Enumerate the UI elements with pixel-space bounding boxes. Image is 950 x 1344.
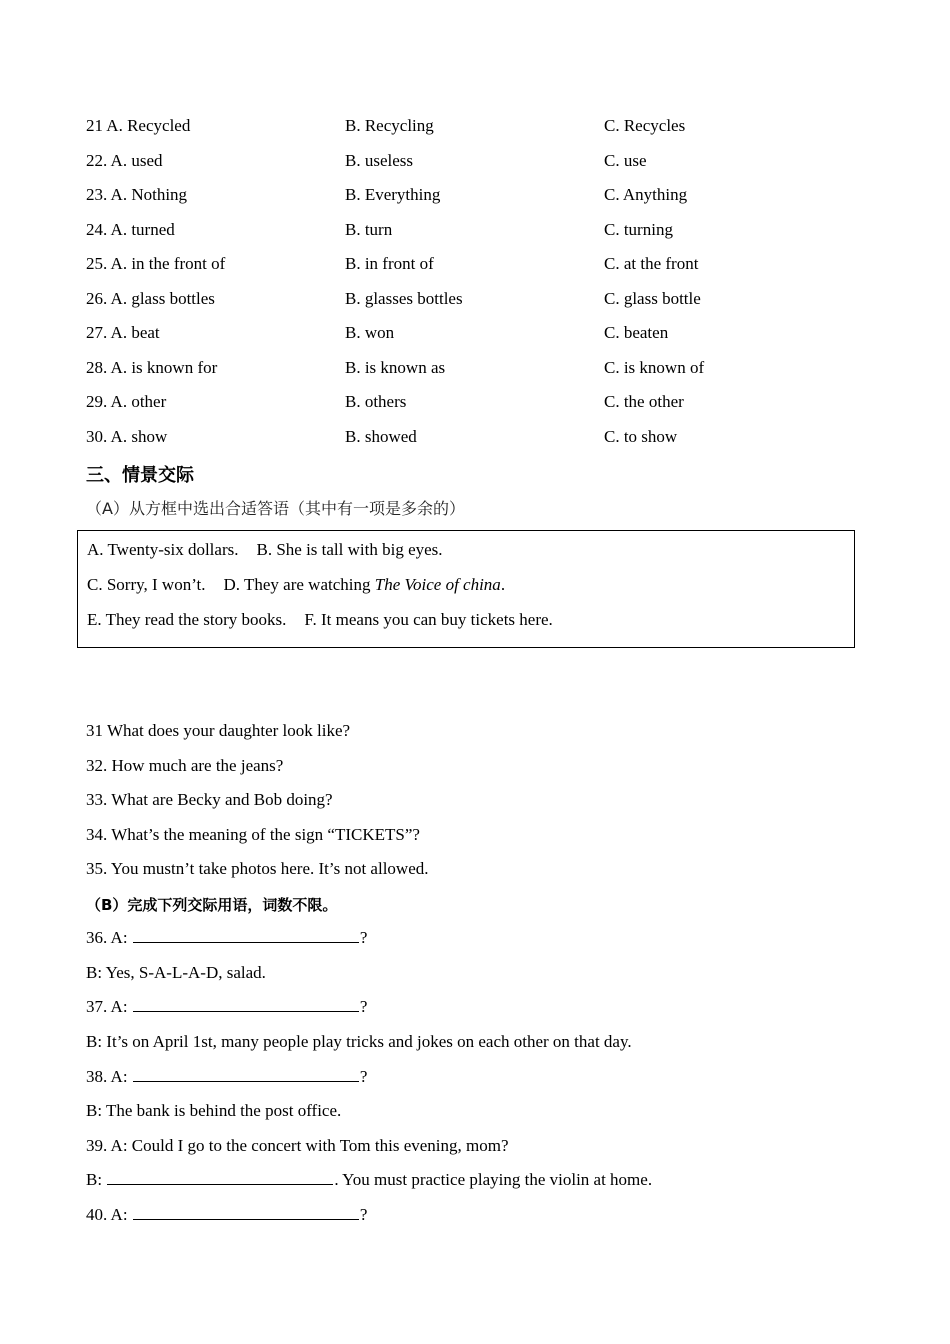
question-38-end: ?	[359, 1067, 368, 1086]
option-b: B. is known as	[345, 358, 446, 377]
choice-row	[86, 425, 866, 449]
section-title: 三、情景交际	[86, 465, 194, 486]
question-40-label: 40. A:	[86, 1205, 132, 1224]
option-c: C. at the front	[604, 254, 699, 273]
question-39: 39. A: Could I go to the concert with Tom this evening, mom?	[86, 1136, 509, 1155]
choice-row	[86, 252, 866, 276]
option-b: B. others	[345, 392, 407, 411]
option-a: 30. A. show	[86, 427, 168, 446]
answer-39-rest: . You must practice playing the violin at home.	[334, 1170, 653, 1189]
option-c: C. to show	[604, 427, 678, 446]
answer-39-label: B:	[86, 1170, 107, 1189]
question-33: 33. What are Becky and Bob doing?	[86, 790, 333, 809]
choice-row	[86, 287, 866, 311]
option-c: C. use	[604, 151, 647, 170]
box-option-c: C. Sorry, I won’t.	[87, 575, 206, 594]
option-a: 25. A. in the front of	[86, 254, 226, 273]
question-31: 31 What does your daughter look like?	[86, 721, 351, 740]
box-option-f: F. It means you can buy tickets here.	[304, 610, 553, 629]
box-option-a: A. Twenty-six dollars.	[87, 540, 239, 559]
box-row	[87, 538, 443, 562]
question-36-end: ?	[359, 928, 368, 947]
box-option-d-end: .	[500, 575, 506, 594]
part-b-instruction: （B）完成下列交际用语，词数不限。	[86, 896, 338, 914]
option-a: 29. A. other	[86, 392, 167, 411]
box-option-e: E. They read the story books.	[87, 610, 287, 629]
question-37-end: ?	[359, 997, 368, 1016]
option-b: B. turn	[345, 220, 393, 239]
choice-row	[86, 149, 866, 173]
option-a: 24. A. turned	[86, 220, 175, 239]
choice-row	[86, 390, 866, 414]
option-a: 21 A. Recycled	[86, 116, 191, 135]
question-36-label: 36. A:	[86, 928, 132, 947]
option-a: 27. A. beat	[86, 323, 160, 342]
option-c: C. beaten	[604, 323, 669, 342]
question-35: 35. You mustn’t take photos here. It’s not allowed.	[86, 859, 429, 878]
option-b: B. Recycling	[345, 116, 434, 135]
question-38-label: 38. A:	[86, 1067, 132, 1086]
box-row	[87, 573, 505, 597]
answer-blank-40[interactable]	[133, 1203, 359, 1220]
choice-row	[86, 218, 866, 242]
option-b: B. won	[345, 323, 395, 342]
option-a: 23. A. Nothing	[86, 185, 188, 204]
answer-blank-38[interactable]	[133, 1065, 359, 1082]
answer-options-box	[77, 530, 855, 648]
question-32: 32. How much are the jeans?	[86, 756, 284, 775]
option-c: C. glass bottle	[604, 289, 701, 308]
option-b: B. Everything	[345, 185, 441, 204]
answer-36: B: Yes, S-A-L-A-D, salad.	[86, 963, 266, 982]
option-c: C. turning	[604, 220, 673, 239]
part-a-instruction: （A）从方框中选出合适答语（其中有一项是多余的）	[86, 499, 465, 518]
box-option-b: B. She is tall with big eyes.	[256, 540, 443, 559]
choice-row	[86, 356, 866, 380]
option-b: B. glasses bottles	[345, 289, 463, 308]
answer-39	[86, 1168, 652, 1192]
option-b: B. showed	[345, 427, 417, 446]
option-b: B. in front of	[345, 254, 434, 273]
option-a: 22. A. used	[86, 151, 163, 170]
option-c: C. Anything	[604, 185, 688, 204]
question-38	[86, 1065, 367, 1089]
choice-row	[86, 183, 866, 207]
choice-row	[86, 114, 866, 138]
option-a: 26. A. glass bottles	[86, 289, 215, 308]
answer-blank-39[interactable]	[107, 1168, 333, 1185]
option-c: C. Recycles	[604, 116, 686, 135]
answer-blank-37[interactable]	[133, 995, 359, 1012]
question-40-end: ?	[359, 1205, 368, 1224]
box-option-d-text: D. They are watching	[223, 575, 375, 594]
question-40	[86, 1203, 367, 1227]
option-a: 28. A. is known for	[86, 358, 218, 377]
option-c: C. the other	[604, 392, 684, 411]
box-option-d	[224, 575, 506, 594]
question-36	[86, 926, 367, 950]
option-b: B. useless	[345, 151, 413, 170]
question-37	[86, 995, 367, 1019]
box-option-d-title: The Voice of china	[374, 575, 501, 594]
question-37-label: 37. A:	[86, 997, 132, 1016]
option-c: C. is known of	[604, 358, 705, 377]
answer-38: B: The bank is behind the post office.	[86, 1101, 342, 1120]
answer-37: B: It’s on April 1st, many people play tricks and jokes on each other on that day.	[86, 1032, 632, 1051]
question-34: 34. What’s the meaning of the sign “TICKETS”?	[86, 825, 420, 844]
answer-blank-36[interactable]	[133, 926, 359, 943]
box-row	[87, 608, 553, 632]
choice-row	[86, 321, 866, 345]
